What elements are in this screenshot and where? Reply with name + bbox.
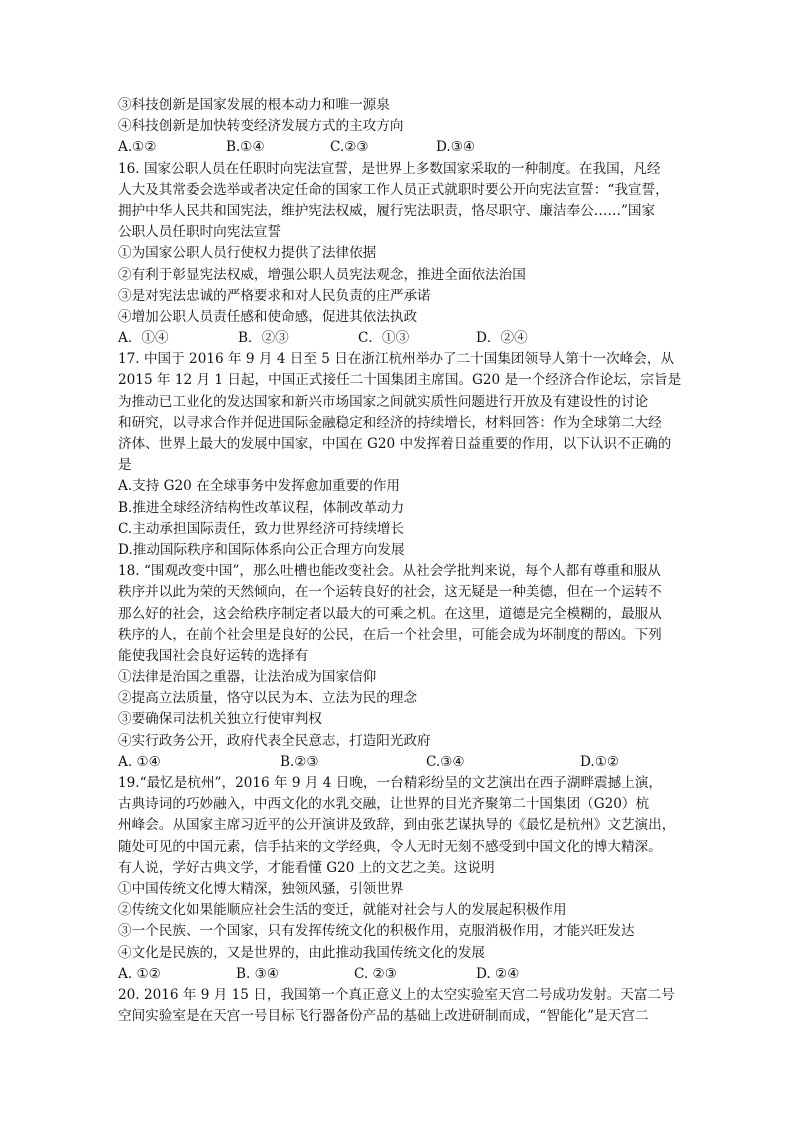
- q17-stem-line: 为推动已工业化的发达国家和新兴市场国家之间就实质性问题进行开放及有建设性的讨论: [118, 393, 649, 410]
- q17-stem-line: 济体、世界上最大的发展中国家，中国在 G20 中发挥着日益重要的作用，以下认识不正确的: [118, 436, 672, 452]
- q19-option-c: C. ②③: [354, 965, 397, 982]
- q20-stem-line: 空间实验室是在天宫一号目标飞行器备份产品的基础上改进研制而成，“智能化”是天宫二: [118, 1008, 649, 1025]
- q16-item-1: ①为国家公职人员行使权力提供了法律依据: [118, 245, 377, 262]
- q18-stem-line: 18. “围观改变中国”，那么吐槽也能改变社会。从社会学批判来说，每个人都有尊重和服从: [118, 563, 661, 580]
- q19-item-4: ④文化是民族的，又是世界的，由此推动我国传统文化的发展: [118, 944, 486, 961]
- q18-item-1: ①法律是治国之重器，让法治成为国家信仰: [118, 669, 377, 686]
- q16-item-3: ③是对宪法忠诚的严格要求和对人民负责的庄严承诺: [118, 287, 431, 304]
- q18-item-3: ③要确保司法机关独立行使审判权: [118, 711, 322, 728]
- q16-stem-line: 人大及其常委会选举或者决定任命的国家工作人员正式就职时要公开向宪法宣誓：“我宣誓，: [118, 181, 669, 198]
- q18-stem-line: 秩序的人，在前个社会里是良好的公民，在后一个社会里，可能会成为坏制度的帮凶。下列: [118, 626, 662, 643]
- q20-stem-line: 20. 2016 年 9 月 15 日，我国第一个真正意义上的太空实验室天宫二号成功发射。天富二号: [118, 986, 675, 1003]
- q17-stem-line: 2015 年 12 月 1 日起，中国正式接任二十国集团主席国。G20 是一个经济合作论坛，宗旨是: [118, 372, 682, 389]
- q15-item-4: ④科技创新是加快转变经济发展方式的主攻方向: [118, 118, 404, 135]
- q15-option-a: A.①②: [118, 139, 157, 156]
- q18-stem-line: 秩序并以此为荣的天然倾向，在一个运转良好的社会，这无疑是一种美德，但在一个运转不: [118, 584, 662, 601]
- q18-options: [118, 752, 682, 773]
- q18-stem-line: 能使我国社会良好运转的选择有: [118, 647, 309, 664]
- q15-options: [118, 137, 682, 158]
- q19-option-a: A. ①②: [118, 965, 161, 982]
- q17-stem-line: 和研究，以寻求合作并促进国际金融稳定和经济的持续增长，材料回答：作为全球第二大经: [118, 414, 662, 431]
- q16-stem-line: 拥护中华人民共和国宪法，维护宪法权威，履行宪法职责，恪尽职守、廉洁奉公……”国家: [118, 202, 656, 219]
- q19-option-d: D. ②④: [476, 965, 520, 982]
- q16-item-4: ④增加公职人员责任感和使命感，促进其依法执政: [118, 308, 418, 325]
- q15-item-3: ③科技创新是国家发展的根本动力和唯一源泉: [118, 97, 390, 113]
- q19-stem-line: 19.“最忆是杭州”，2016 年 9 月 4 日晚，一台精彩纷呈的文艺演出在西子湖畔震撼上演，: [118, 775, 663, 791]
- q19-item-1: ①中国传统文化博大精深，独领风骚，引领世界: [118, 880, 404, 897]
- q16-stem-line: 公职人员任职时向宪法宣誓: [118, 224, 282, 241]
- q16-item-2: ②有利于彰显宪法权威，增强公职人员宪法观念，推进全面依法治国: [118, 266, 526, 283]
- q16-stem-line: 16. 国家公职人员在任职时向宪法宣誓，是世界上多数国家采取的一种制度。在我国，凡经: [118, 160, 661, 177]
- q17-choice-d: D.推动国际秩序和国际体系向公正合理方向发展: [118, 541, 405, 558]
- q16-options: [118, 328, 682, 349]
- q17-stem-line: 17. 中国于 2016 年 9 月 4 日至 5 日在浙江杭州举办了二十国集团领导人第十一次峰会，从: [118, 351, 675, 368]
- q15-option-b: B.①④: [226, 139, 265, 156]
- q18-option-c: C.③④: [426, 753, 465, 770]
- q16-option-c: C．①③: [358, 330, 410, 347]
- q18-item-4: ④实行政务公开，政府代表全民意志，打造阳光政府: [118, 732, 431, 749]
- q19-options: [118, 964, 682, 985]
- q17-choice-c: C.主动承担国际责任，致力世界经济可持续增长: [118, 520, 405, 537]
- q18-item-2: ②提高立法质量，恪守以民为本、立法为民的理念: [118, 690, 418, 707]
- q19-item-3: ③一个民族、一个国家，只有发挥传统文化的积极作用，克服消极作用，才能兴旺发达: [118, 923, 635, 940]
- q19-item-2: ②传统文化如果能顺应社会生活的变迁，就能对社会与人的发展起积极作用: [118, 902, 567, 919]
- q19-stem-line: 有人说，学好古典文学，才能看懂 G20 上的文艺之美。这说明: [118, 859, 495, 876]
- q15-option-d: D.③④: [436, 139, 476, 156]
- exam-content: [118, 95, 682, 1027]
- q18-stem-line: 那么好的社会，这会给秩序制定者以最大的可乘之机。在这里，道德是完全模糊的，最服从: [118, 605, 662, 622]
- q15-option-c: C.②③: [330, 139, 369, 156]
- q18-option-d: D.①②: [580, 753, 620, 770]
- q16-option-d: D．②④: [476, 330, 528, 347]
- q19-stem-line: 随处可见的中国元素，信手拈来的文学经典，令人无时无刻不感受到中国文化的博大精深。: [118, 838, 662, 855]
- q19-option-b: B. ③④: [236, 965, 280, 982]
- q16-option-a: A．①④: [118, 330, 169, 347]
- q18-option-a: A. ①④: [118, 753, 161, 770]
- q16-option-b: B．②③: [238, 330, 289, 347]
- q19-stem-line: 古典诗词的巧妙融入，中西文化的水乳交融，让世界的目光齐聚第二十国集团（G20）杭: [118, 796, 650, 813]
- q17-choice-b: B.推进全球经济结构性改革议程，体制改革动力: [118, 499, 405, 516]
- q19-stem-line: 州峰会。从国家主席习近平的公开演讲及致辞，到由张艺谋执导的《最忆是杭州》文艺演出，: [118, 817, 676, 834]
- q17-stem-line: 是: [118, 457, 132, 474]
- q17-choice-a: A.支持 G20 在全球事务中发挥愈加重要的作用: [118, 478, 401, 495]
- q18-option-b: B.②③: [280, 753, 319, 770]
